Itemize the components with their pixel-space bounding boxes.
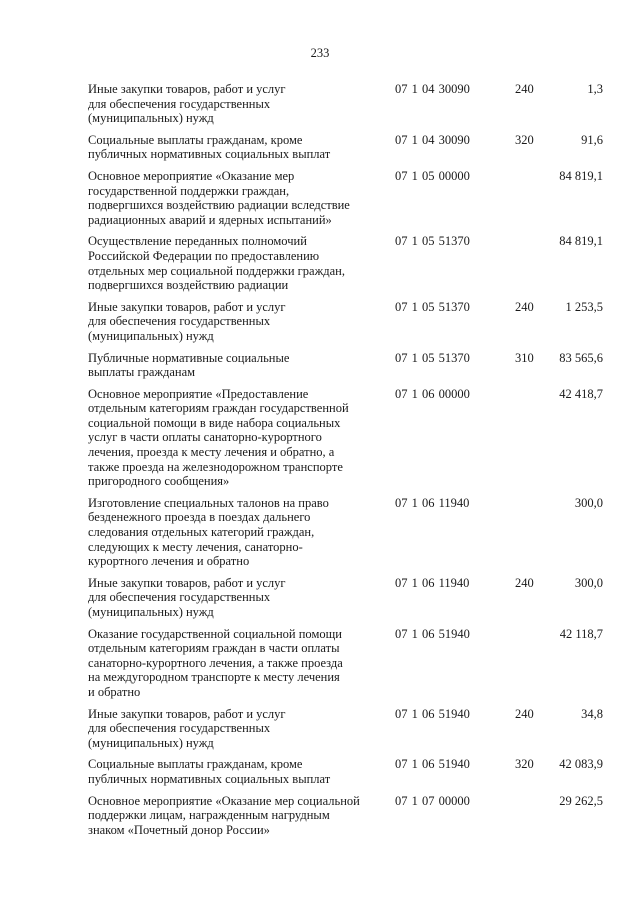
row-name: Иные закупки товаров, работ и услуг для обеспечения государственных (муниципальных) нужд <box>88 575 286 619</box>
row-code: 07 1 06 51940 <box>395 626 470 641</box>
row-code: 07 1 06 51940 <box>395 706 470 721</box>
table-row <box>88 794 603 838</box>
row-code: 07 1 05 00000 <box>395 168 470 183</box>
table-row <box>88 169 603 227</box>
table-row <box>88 757 603 786</box>
row-amount: 42 083,9 <box>559 757 603 772</box>
row-amount: 84 819,1 <box>559 234 603 249</box>
row-name: Публичные нормативные социальные выплаты гражданам <box>88 350 290 380</box>
row-amount: 84 819,1 <box>559 168 603 183</box>
row-name: Основное мероприятие «Оказание мер государственной поддержки граждан, подвергшихся воздействию радиации вследствие радиационных аварий и ядерных испытаний» <box>88 168 350 227</box>
row-amount: 91,6 <box>581 132 603 147</box>
row-expense-type: 320 <box>515 132 534 147</box>
row-code: 07 1 06 00000 <box>395 386 470 401</box>
row-expense-type: 310 <box>515 350 534 365</box>
row-expense-type: 240 <box>515 82 534 96</box>
table-row <box>88 351 603 380</box>
table-row <box>88 627 603 700</box>
table-row <box>88 496 603 569</box>
row-amount: 300,0 <box>574 495 603 510</box>
row-amount: 1,3 <box>587 82 603 96</box>
row-code: 07 1 07 00000 <box>395 793 470 808</box>
row-name: Изготовление специальных талонов на право безденежного проезда в поездах дальнего следования отдельных категорий граждан, следующих к месту лечения, санаторно- курортного лечения и обратно <box>88 495 329 569</box>
row-expense-type: 320 <box>515 757 534 772</box>
row-code: 07 1 06 11940 <box>395 575 470 590</box>
row-name: Основное мероприятие «Оказание мер социальной поддержки лицам, награжденным нагрудным знаком «Почетный донор России» <box>88 793 360 837</box>
row-expense-type: 240 <box>515 575 534 590</box>
row-amount: 29 262,5 <box>559 793 603 808</box>
row-code: 07 1 05 51370 <box>395 234 470 249</box>
row-code: 07 1 06 11940 <box>395 495 470 510</box>
row-code: 07 1 05 51370 <box>395 299 470 314</box>
table-row <box>88 387 603 489</box>
row-name: Оказание государственной социальной помощи отдельным категориям граждан в части оплаты санаторно-курортного лечения, а также проезда на междугородном транспорте к месту лечения и обратно <box>88 626 343 699</box>
row-amount: 300,0 <box>574 575 603 590</box>
row-name: Основное мероприятие «Предоставление отдельным категориям граждан государственной социальной помощи в виде набора социальных услуг в части оплаты санаторно-курортного лечения, проезда к месту лечения и обратно, а также проезда на железнодорожном транспорте пригородного сообщения» <box>88 386 349 489</box>
row-name: Социальные выплаты гражданам, кроме публичных нормативных социальных выплат <box>88 757 331 786</box>
table-row <box>88 133 603 162</box>
table-row <box>88 82 603 126</box>
row-amount: 34,8 <box>581 706 603 721</box>
row-code: 07 1 04 30090 <box>395 82 470 96</box>
row-name: Иные закупки товаров, работ и услуг для обеспечения государственных (муниципальных) нужд <box>88 82 286 126</box>
row-expense-type: 240 <box>515 706 534 721</box>
table-row <box>88 300 603 344</box>
row-name: Иные закупки товаров, работ и услуг для обеспечения государственных (муниципальных) нужд <box>88 706 286 750</box>
table-row <box>88 707 603 751</box>
row-amount: 42 418,7 <box>559 386 603 401</box>
table-row <box>88 576 603 620</box>
row-amount: 42 118,7 <box>559 626 603 641</box>
page-number: 233 <box>310 46 330 60</box>
row-code: 07 1 05 51370 <box>395 350 470 365</box>
row-amount: 83 565,6 <box>559 350 603 365</box>
row-code: 07 1 04 30090 <box>395 132 470 147</box>
row-amount: 1 253,5 <box>565 299 603 314</box>
row-name: Социальные выплаты гражданам, кроме публичных нормативных социальных выплат <box>88 132 331 162</box>
table-row <box>88 234 603 292</box>
row-name: Осуществление переданных полномочий Российской Федерации по предоставлению отдельных мер социальной поддержки граждан, подвергшихся воздействию радиации <box>88 234 345 293</box>
budget-table <box>88 82 603 844</box>
row-name: Иные закупки товаров, работ и услуг для обеспечения государственных (муниципальных) нужд <box>88 299 286 343</box>
row-code: 07 1 06 51940 <box>395 757 470 772</box>
row-expense-type: 240 <box>515 299 534 314</box>
